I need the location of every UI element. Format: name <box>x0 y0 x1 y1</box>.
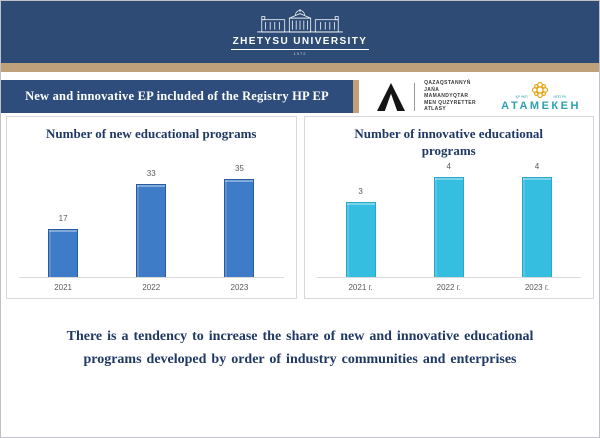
gold-divider <box>1 63 599 72</box>
partner-logos <box>359 80 599 113</box>
university-logo <box>231 9 370 56</box>
chart-plot-area <box>19 159 284 278</box>
bar-column <box>317 159 405 277</box>
bar-value-label: 4 <box>534 162 540 171</box>
x-axis-label: 2021 г. <box>348 283 373 292</box>
atameken-logo <box>501 81 581 112</box>
atlas-line: MEN QUZYRETTER <box>424 99 477 106</box>
bar <box>346 202 376 277</box>
atameken-emblem-icon <box>530 81 550 99</box>
university-name: ZHETYSU UNIVERSITY <box>231 35 370 50</box>
slide-title: New and innovative EP included of the Registry HP EP <box>25 89 329 103</box>
slide-title-banner <box>1 80 359 113</box>
bar-column <box>107 159 195 277</box>
bar <box>136 184 166 277</box>
bar-value-label: 4 <box>446 162 451 171</box>
bar-column <box>195 159 283 277</box>
header-banner <box>1 1 599 63</box>
x-axis-label: 2022 г. <box>436 283 461 292</box>
atlas-wordmark <box>424 80 476 113</box>
university-building-icon <box>254 9 346 35</box>
university-founded-year: 1972 <box>293 50 307 56</box>
chart-innovative-programs <box>304 116 595 299</box>
x-axis-labels <box>19 278 284 292</box>
bar <box>48 229 78 277</box>
chart-new-programs <box>6 116 297 299</box>
bar-value-label: 3 <box>358 187 363 196</box>
charts-row <box>1 113 599 299</box>
atameken-left-caption: ҚР ҰКП <box>515 95 528 99</box>
title-row <box>1 80 599 113</box>
bar-column <box>405 159 493 277</box>
bar-value-label: 17 <box>58 214 68 223</box>
atlas-a-icon <box>377 82 405 112</box>
atlas-line: MAMANDYQTAR <box>424 93 469 100</box>
x-axis-labels <box>317 278 582 292</box>
bar-column <box>19 159 107 277</box>
atameken-wordmark: АТАМЕКЕН <box>501 100 581 112</box>
bar <box>224 179 254 277</box>
chart-plot-area <box>317 159 582 278</box>
x-axis-label: 2023 г. <box>524 283 550 292</box>
atlas-line: ATLASY <box>424 106 447 113</box>
bar-value-label: 33 <box>146 169 156 178</box>
atlas-line: JAŃA <box>424 86 440 93</box>
x-axis-label: 2021 <box>54 283 72 292</box>
bar <box>522 177 552 277</box>
atameken-right-caption: НПП РК <box>553 95 567 99</box>
bar-value-label: 35 <box>234 164 244 173</box>
x-axis-label: 2023 <box>230 283 249 292</box>
chart-title: Number of innovative educational programs <box>354 126 544 158</box>
bar <box>434 177 464 277</box>
x-axis-label: 2022 <box>142 283 161 292</box>
logo-divider <box>414 83 415 111</box>
conclusion-statement: There is a tendency to increase the share of new and innovative educational programs developed by order of industry communities and enterprises <box>66 329 534 367</box>
chart-title: Number of new educational programs <box>46 126 257 141</box>
bar-column <box>493 159 581 277</box>
atlas-line: QAZAQSTANNYŃ <box>424 80 471 87</box>
